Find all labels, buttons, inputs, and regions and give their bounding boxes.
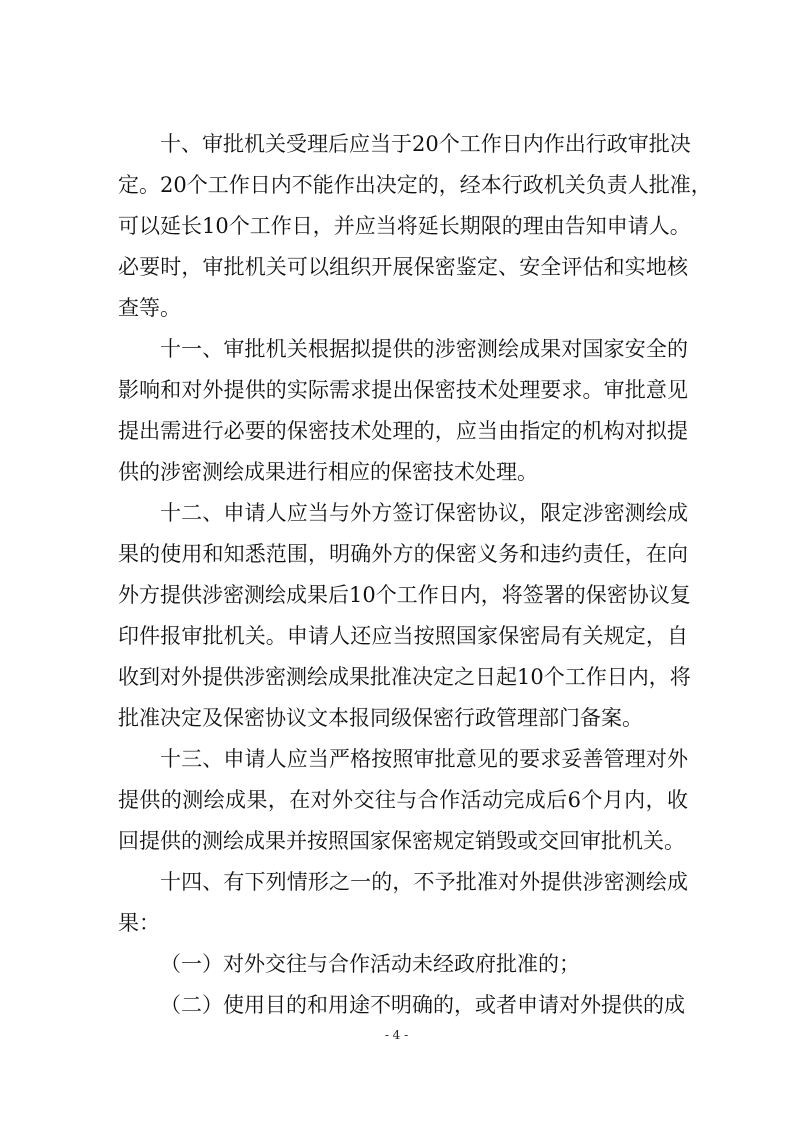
text-line: 必要时，审批机关可以组织开展保密鉴定、安全评估和实地核 xyxy=(118,255,688,279)
text-line: 十、审批机关受理后应当于20个工作日内作出行政审批决 xyxy=(160,132,691,156)
page-number: - 4 - xyxy=(384,1028,409,1042)
text-line: 查等。 xyxy=(118,296,181,320)
text-line: 提供的测绘成果，在对外交往与合作活动完成后6个月内，收 xyxy=(118,788,688,812)
list-item-2 xyxy=(118,985,688,1026)
text-line: 可以延长10个工作日，并应当将延长期限的理由告知申请人。 xyxy=(118,214,691,238)
text-line: 印件报审批机关。申请人还应当按照国家保密局有关规定，自 xyxy=(118,624,688,648)
text-line: 果的使用和知悉范围，明确外方的保密义务和违约责任，在向 xyxy=(118,542,688,566)
text-line: 十四、有下列情形之一的，不予批准对外提供涉密测绘成 xyxy=(160,870,688,894)
text-line: 提出需进行必要的保密技术处理的，应当由指定的机构对拟提 xyxy=(118,419,688,443)
list-item-1 xyxy=(118,944,688,985)
paragraph-11 xyxy=(118,329,688,493)
document-body xyxy=(118,124,712,1026)
paragraph-14 xyxy=(118,862,688,944)
text-line: 十二、申请人应当与外方签订保密协议，限定涉密测绘成 xyxy=(160,501,688,525)
paragraph-12 xyxy=(118,493,691,739)
text-line: 十一、审批机关根据拟提供的涉密测绘成果对国家安全的 xyxy=(160,337,688,361)
text-line: 影响和对外提供的实际需求提出保密技术处理要求。审批意见 xyxy=(118,378,688,402)
paragraph-13 xyxy=(118,739,688,862)
text-line: 批准决定及保密协议文本报同级保密行政管理部门备案。 xyxy=(118,706,643,730)
text-line: 果： xyxy=(118,911,160,935)
text-line: 外方提供涉密测绘成果后10个工作日内，将签署的保密协议复 xyxy=(118,583,691,607)
text-line: 回提供的测绘成果并按照国家保密规定销毁或交回审批机关。 xyxy=(118,829,685,853)
text-line: （二）使用目的和用途不明确的，或者申请对外提供的成 xyxy=(160,993,685,1017)
paragraph-10 xyxy=(118,124,712,329)
text-line: （一）对外交往与合作活动未经政府批准的； xyxy=(160,952,580,976)
text-line: 供的涉密测绘成果进行相应的保密技术处理。 xyxy=(118,460,538,484)
text-line: 十三、申请人应当严格按照审批意见的要求妥善管理对外 xyxy=(160,747,688,771)
text-line: 收到对外提供涉密测绘成果批准决定之日起10个工作日内，将 xyxy=(118,665,691,689)
text-line: 定。20个工作日内不能作出决定的，经本行政机关负责人批准， xyxy=(118,173,712,197)
